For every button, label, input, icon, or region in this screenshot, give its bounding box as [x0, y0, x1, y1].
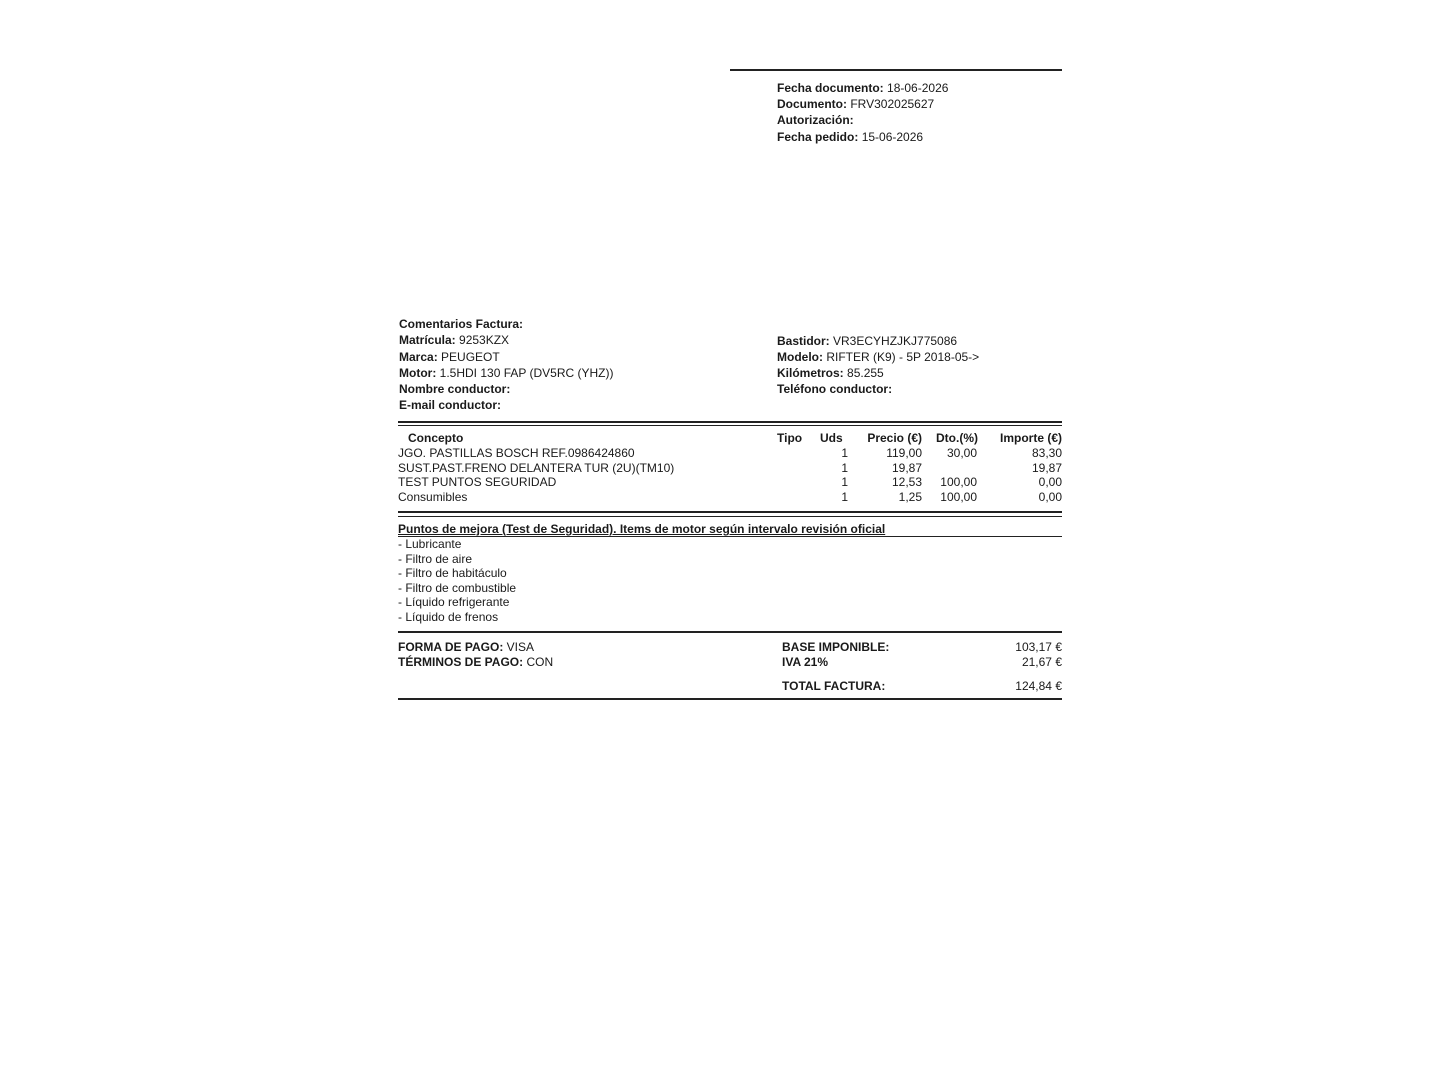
doc-number: Documento: FRV302025627 — [777, 97, 935, 111]
payment-top-rule — [398, 631, 1062, 633]
payment-method: FORMA DE PAGO: VISA — [398, 640, 535, 654]
header-tipo: Tipo — [777, 431, 803, 445]
list-item: - Filtro de aire — [398, 551, 473, 566]
kilometers: Kilómetros: 85.255 — [777, 366, 884, 380]
list-item: - Filtro de combustible — [398, 580, 517, 595]
cell-uds: 1 — [841, 446, 848, 460]
cell-importe: 83,30 — [1031, 446, 1062, 460]
cell-dto: 30,00 — [946, 446, 977, 460]
header-uds: Uds — [820, 431, 843, 445]
header-importe: Importe (€) — [999, 431, 1062, 445]
cell-precio: 1,25 — [898, 489, 922, 504]
cell-importe: 0,00 — [1038, 489, 1062, 504]
total-value: 124,84 € — [1015, 679, 1062, 693]
cell-dto: 100,00 — [940, 475, 977, 489]
payment-terms: TÉRMINOS DE PAGO: CON — [398, 655, 554, 669]
brand: Marca: PEUGEOT — [399, 350, 500, 364]
driver-email: E-mail conductor: — [399, 398, 502, 412]
cell-concepto: JGO. PASTILLAS BOSCH REF.0986424860 — [398, 446, 635, 460]
cell-uds: 1 — [841, 460, 848, 475]
table-top-rule — [398, 421, 1062, 423]
improvements-title: Puntos de mejora (Test de Seguridad). Items de motor según intervalo revisión oficial — [398, 522, 886, 536]
header-dto: Dto.(%) — [936, 431, 978, 445]
list-item: - Líquido de frenos — [398, 609, 499, 624]
cell-precio: 19,87 — [891, 460, 922, 475]
iva-value: 21,67 € — [1021, 655, 1062, 669]
cell-concepto: TEST PUNTOS SEGURIDAD — [398, 475, 557, 489]
cell-importe: 19,87 — [1031, 460, 1062, 475]
table-bottom-rule — [398, 511, 1062, 513]
cell-uds: 1 — [841, 475, 848, 489]
cell-precio: 119,00 — [886, 446, 922, 460]
cell-importe: 0,00 — [1038, 475, 1062, 489]
driver-phone: Teléfono conductor: — [777, 382, 893, 396]
model: Modelo: RIFTER (K9) - 5P 2018-05-> — [777, 350, 980, 364]
header-precio: Precio (€) — [867, 431, 922, 445]
list-item: - Lubricante — [398, 537, 462, 551]
table-row — [398, 446, 1062, 461]
license-plate: Matrícula: 9253KZX — [399, 333, 510, 347]
cell-uds: 1 — [841, 489, 848, 504]
list-item: - Filtro de habitáculo — [398, 566, 507, 580]
cell-concepto: Consumibles — [398, 489, 468, 504]
list-item: - Líquido refrigerante — [398, 595, 510, 609]
top-rule — [730, 69, 1062, 71]
cell-concepto: SUST.PAST.FRENO DELANTERA TUR (2U)(TM10) — [398, 460, 675, 475]
table-top-rule-2 — [398, 425, 1062, 426]
cell-dto: 100,00 — [940, 489, 977, 504]
base-label: BASE IMPONIBLE: — [782, 640, 890, 654]
base-value: 103,17 € — [1015, 640, 1062, 654]
bottom-rule — [398, 698, 1062, 700]
iva-label: IVA 21% — [782, 655, 829, 669]
driver-name: Nombre conductor: — [399, 382, 511, 396]
table-row — [398, 475, 1062, 490]
doc-order-date: Fecha pedido: 15-06-2026 — [777, 130, 924, 144]
table-row — [398, 461, 1062, 476]
improvements-list — [398, 537, 516, 624]
invoice-comments: Comentarios Factura: — [399, 317, 524, 331]
doc-authorization: Autorización: — [777, 113, 854, 127]
engine: Motor: 1.5HDI 130 FAP (DV5RC (YHZ)) — [399, 366, 614, 380]
header-concepto: Concepto — [408, 431, 464, 445]
doc-date: Fecha documento: 18-06-2026 — [777, 81, 949, 95]
total-label: TOTAL FACTURA: — [782, 679, 886, 693]
cell-precio: 12,53 — [891, 475, 922, 489]
table-bottom-rule-2 — [398, 516, 1062, 517]
table-row — [398, 490, 1062, 505]
chassis-number: Bastidor: VR3ECYHZJKJ775086 — [777, 334, 958, 348]
